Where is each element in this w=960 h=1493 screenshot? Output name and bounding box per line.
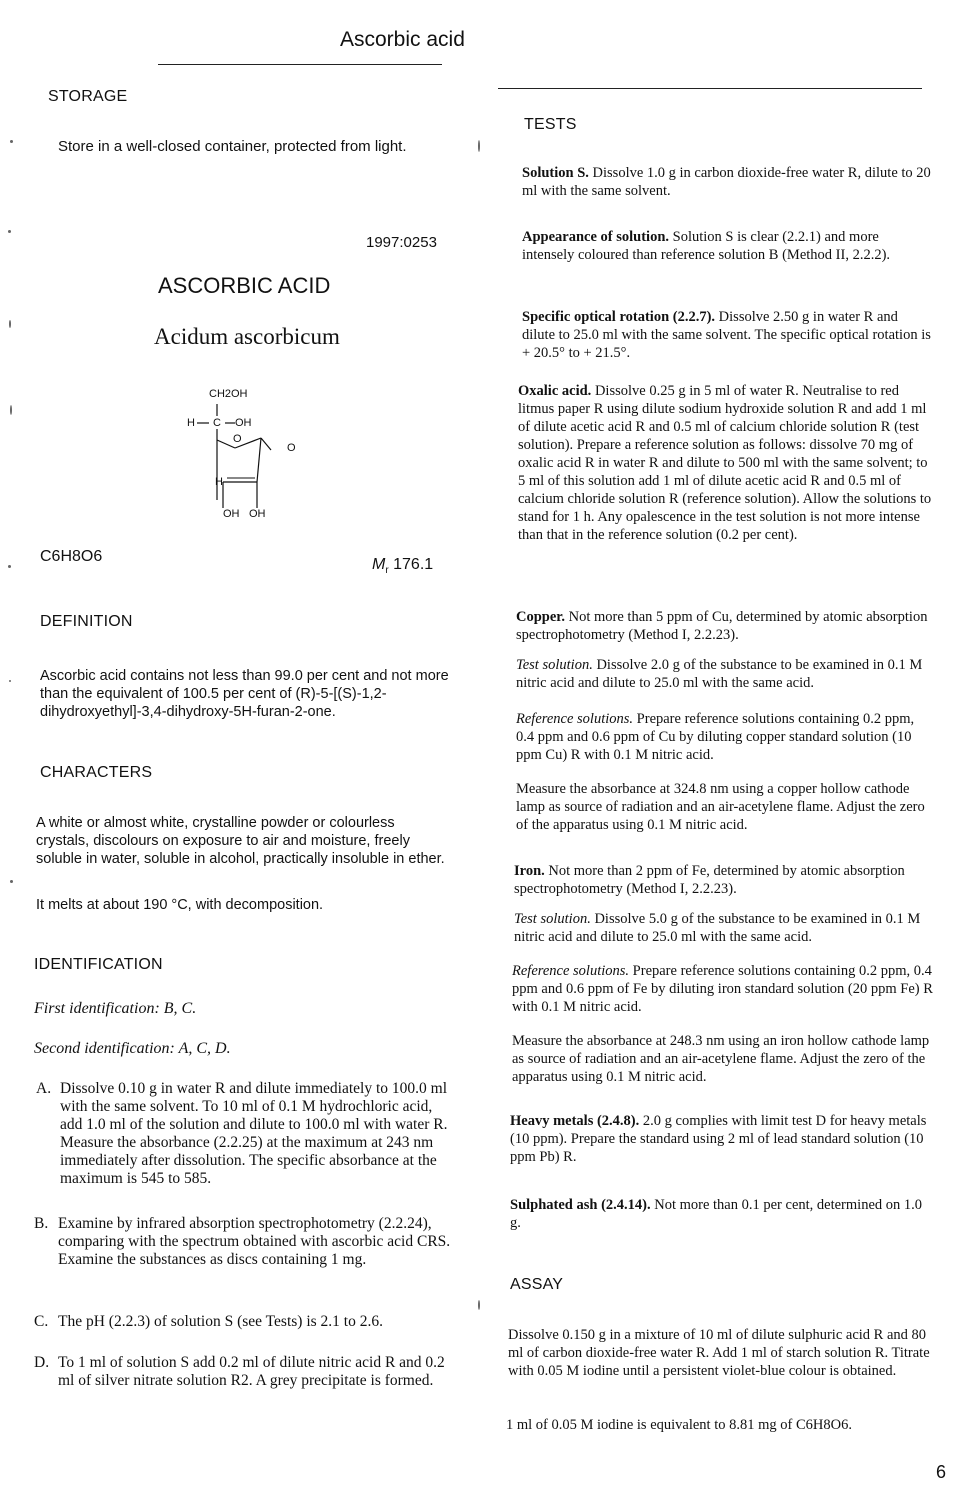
iron-reference-title: Reference solutions. xyxy=(512,963,630,979)
iron-reference-solutions xyxy=(512,962,934,1016)
iron-test-solution-text: Dissolve 5.0 g of the substance to be examined in 0.1 M nitric acid and dilute to 25.0 ml with the same acid. xyxy=(514,911,921,945)
scan-speck xyxy=(9,320,11,328)
scan-speck xyxy=(8,230,11,233)
iron-measure: Measure the absorbance at 248.3 nm using an iron hollow cathode lamp as source of radiation and an air-acetylene flame. Adjust the zero of the apparatus using 0.1 M nitric acid. xyxy=(512,1033,930,1085)
structure-oh-2: OH xyxy=(249,508,266,520)
test-sulphated-ash-text: Not more than 0.1 per cent, determined on 1.0 g. xyxy=(510,1197,923,1231)
copper-reference-title: Reference solutions. xyxy=(516,711,634,727)
mr-value: 176.1 xyxy=(393,556,434,573)
scan-speck xyxy=(10,880,13,883)
second-identification: Second identification: A, C, D. xyxy=(34,1040,231,1057)
scan-speck xyxy=(10,140,13,143)
iron-test-solution-title: Test solution. xyxy=(514,911,591,927)
structural-formula xyxy=(175,382,315,532)
test-solution-s-title: Solution S. xyxy=(522,165,589,181)
definition-text: Ascorbic acid contains not less than 99.0 per cent and not more than the equivalent of 100.5 per cent of (R)-5-[(S)-1,2-dihydroxyethyl]-3,4-dihydroxy-5H-furan-2-one. xyxy=(40,668,449,720)
test-oxalic-acid-title: Oxalic acid. xyxy=(518,383,592,399)
identification-item-c-label: C. xyxy=(34,1313,49,1330)
copper-test-solution-text: Dissolve 2.0 g of the substance to be examined in 0.1 M nitric acid and dilute to 25.0 ml with the same acid. xyxy=(516,657,923,691)
test-appearance xyxy=(522,228,932,264)
structure-oh-top: OH xyxy=(235,417,252,429)
test-iron xyxy=(514,862,934,898)
right-column-rule xyxy=(498,88,922,89)
test-solution-s-text: Dissolve 1.0 g in carbon dioxide-free water R, dilute to 20 ml with the same solvent. xyxy=(522,165,931,199)
tests-heading: TESTS xyxy=(524,116,577,133)
test-copper-text: Not more than 5 ppm of Cu, determined by atomic absorption spectrophotometry (Method I, 2.2.23). xyxy=(516,609,928,643)
structure-h-ring: H xyxy=(215,476,223,488)
test-optical-rotation xyxy=(522,308,932,362)
identification-item-d-text: To 1 ml of solution S add 0.2 ml of dilute nitric acid R and 0.2 ml of silver nitrate solution R2. A grey precipitate is formed. xyxy=(58,1354,445,1389)
structure-o-ring: O xyxy=(233,433,242,445)
test-copper-title: Copper. xyxy=(516,609,566,625)
characters-text: A white or almost white, crystalline powder or colourless crystals, discolours on exposure to air and moisture, freely soluble in water, soluble in alcohol, practically insoluble in ether. xyxy=(36,815,445,867)
assay-text: Dissolve 0.150 g in a mixture of 10 ml of dilute sulphuric acid R and 80 ml of carbon dioxide-free water R. Add 1 ml of starch solution R. Titrate with 0.05 M iodine until a persistent violet-blue colour is obtained. xyxy=(508,1327,930,1379)
copper-measure: Measure the absorbance at 324.8 nm using a copper hollow cathode lamp as source of radiation and an air-acetylene flame. Adjust the zero of the apparatus using 0.1 M nitric acid. xyxy=(516,781,925,833)
identification-heading: IDENTIFICATION xyxy=(34,956,163,973)
test-copper xyxy=(516,608,934,644)
running-header: Ascorbic acid xyxy=(340,28,465,51)
ascorbic-acid-structure-drawing xyxy=(175,382,315,532)
test-oxalic-acid xyxy=(518,382,934,544)
test-sulphated-ash xyxy=(510,1196,934,1232)
test-sulphated-ash-title: Sulphated ash (2.4.14). xyxy=(510,1197,651,1213)
copper-test-solution-title: Test solution. xyxy=(516,657,593,673)
molecular-formula: C6H8O6 xyxy=(40,548,103,565)
identification-item-b-text: Examine by infrared absorption spectrophotometry (2.2.24), comparing with the spectrum obtained with ascorbic acid CRS. Examine the substances as discs containing 1 mg. xyxy=(58,1215,451,1268)
test-optical-rotation-title: Specific optical rotation (2.2.7). xyxy=(522,309,716,325)
test-heavy-metals-text: 2.0 g complies with limit test D for heavy metals (10 ppm). Prepare the standard using 2 ml of lead standard solution (10 ppm Pb) R. xyxy=(510,1113,927,1165)
header-rule xyxy=(158,64,442,65)
storage-heading: STORAGE xyxy=(48,88,128,105)
assay-equivalence: 1 ml of 0.05 M iodine is equivalent to 8.81 mg of C6H8O6. xyxy=(506,1417,852,1433)
assay-heading: ASSAY xyxy=(510,1276,564,1293)
test-optical-rotation-text: Dissolve 2.50 g in water R and dilute to 25.0 ml with the same solvent. The specific optical rotation is + 20.5° to + 21.5°. xyxy=(522,309,931,361)
test-heavy-metals xyxy=(510,1112,934,1166)
scan-speck xyxy=(9,680,11,682)
structure-c: C xyxy=(213,417,221,429)
identification-item-a-text: Dissolve 0.10 g in water R and dilute immediately to 100.0 ml with the same solvent. To 10 ml of 0.1 M hydrochloric acid, add 1.0 ml of the solution and dilute to 100.0 ml with water R. Measure the absorbance (2.2.25) at the maximum at 243 nm immediately after dissolution. The specific absorbance at the maximum is 545 to 585. xyxy=(60,1080,448,1187)
monograph-number: 1997:0253 xyxy=(366,234,437,251)
scan-speck xyxy=(478,140,480,152)
melting-point-text: It melts at about 190 °C, with decomposition. xyxy=(36,897,324,913)
monograph-latin-name: Acidum ascorbicum xyxy=(154,324,340,349)
identification-item-b-label: B. xyxy=(34,1215,49,1232)
identification-item-c-text: The pH (2.2.3) of solution S (see Tests) is 2.1 to 2.6. xyxy=(58,1313,383,1330)
test-oxalic-acid-text: Dissolve 0.25 g in 5 ml of water R. Neutralise to red litmus paper R using dilute sodium hydroxide solution R and add 1 ml of dilute acetic acid R and 0.5 ml of calcium chloride solution R (test solution). Prepare a reference solution as follows: dissolve 70 mg of oxalic acid R in water R and dilute to 500 ml with the same solvent; to 5 ml of this solution add 1 ml of dilute acetic acid R and 0.5 ml of calcium chloride solution R (reference solution). Allow the solutions to stand for 1 h. Any opalescence in the test solution is not more intense than that in the reference solution (0.2 per cent). xyxy=(518,383,932,543)
structure-ch2oh: CH2OH xyxy=(209,388,248,400)
copper-reference-text: Prepare reference solutions containing 0.2 ppm, 0.4 ppm and 0.6 ppm of Cu by diluting copper standard solution (10 ppm Cu) R with 0.1 M nitric acid. xyxy=(516,711,915,763)
structure-o-carbonyl: O xyxy=(287,442,296,454)
copper-reference-solutions xyxy=(516,710,934,764)
iron-reference-text: Prepare reference solutions containing 0.2 ppm, 0.4 ppm and 0.6 ppm of Fe by diluting iron standard solution (20 ppm Fe) R with 0.1 M nitric acid. xyxy=(512,963,933,1015)
relative-molecular-mass xyxy=(372,556,433,576)
monograph-title: ASCORBIC ACID xyxy=(158,273,331,298)
identification-item-a-label: A. xyxy=(36,1080,52,1097)
identification-item-d-label: D. xyxy=(34,1354,50,1371)
test-iron-title: Iron. xyxy=(514,863,545,879)
mr-label: M xyxy=(372,556,386,573)
test-iron-text: Not more than 2 ppm of Fe, determined by atomic absorption spectrophotometry (Method I, 2.2.23). xyxy=(514,863,905,897)
scan-speck xyxy=(10,405,12,415)
page-number: 6 xyxy=(936,1462,947,1482)
structure-h-left: H xyxy=(187,417,195,429)
test-appearance-text: Solution S is clear (2.2.1) and more intensely coloured than reference solution B (Method II, 2.2.2). xyxy=(522,229,891,263)
mr-sub: r xyxy=(385,565,389,577)
test-solution-s xyxy=(522,164,932,200)
test-heavy-metals-title: Heavy metals (2.4.8). xyxy=(510,1113,640,1129)
test-appearance-title: Appearance of solution. xyxy=(522,229,670,245)
first-identification: First identification: B, C. xyxy=(34,1000,197,1017)
copper-test-solution xyxy=(516,656,934,692)
characters-heading: CHARACTERS xyxy=(40,764,153,781)
structure-oh-1: OH xyxy=(223,508,240,520)
storage-text: Store in a well-closed container, protected from light. xyxy=(58,138,407,155)
scan-speck xyxy=(8,565,11,568)
iron-test-solution xyxy=(514,910,934,946)
scan-speck xyxy=(478,1300,480,1310)
definition-heading: DEFINITION xyxy=(40,613,133,630)
